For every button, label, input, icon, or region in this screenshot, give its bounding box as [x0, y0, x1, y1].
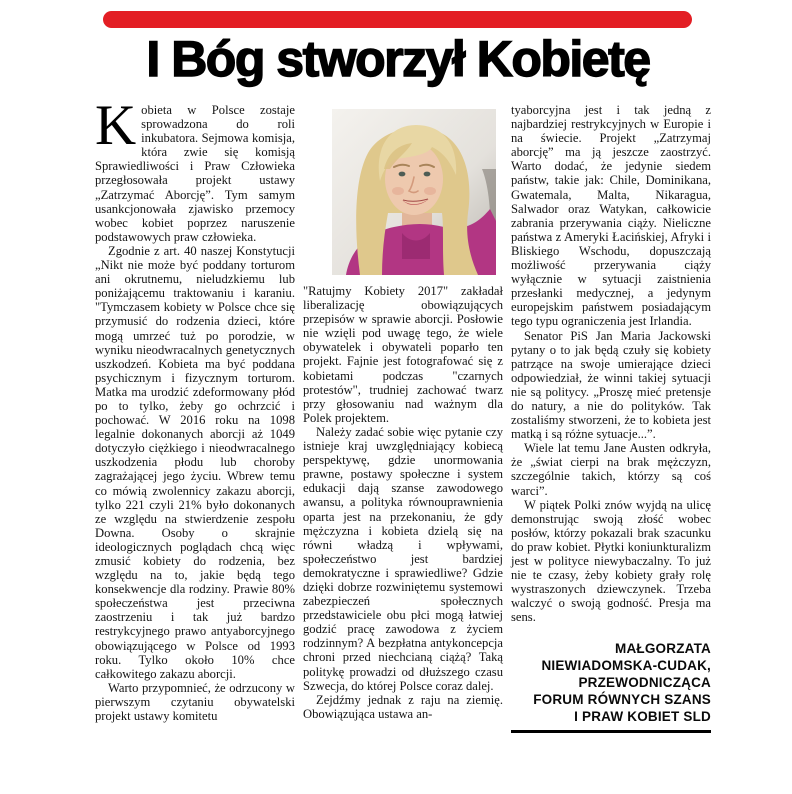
article-headline: I Bóg stworzył Kobietę [146, 31, 650, 87]
drop-cap: K [95, 94, 137, 157]
byline-rule [511, 730, 711, 733]
body-paragraph: Zgodnie z art. 40 naszej Konstytucji „Nikt nie może być poddany torturom ani okrutnemu, nieludzkiemu lub poniżającemu traktowaniu i karaniu. "Tymczasem kobiety w Polsce chce się przymusić do rodzenia dzieci, które mogą umrzeć tuż po porodzie, w wyniku nieodwracalnych genetycznych uszkodzeń. Kobieta ma być poddana psychicznym i fizycznym torturom. Matka ma urodzić zdeformowany płód po to tylko, żeby go ochrzcić i pochować. W 2016 roku na 1098 legalnie dokonanych aborcji aż 1049 dotyczyło ciężkiego i nieodwracalnego uszkodzenia płodu lub choroby zagrażającej jego życiu. Wbrew temu co mówią zwolennicy zakazu aborcji, tylko 221 czyli 21% było dokonanych ze względu na stwierdzenie zespołu Downa. Osoby o skrajnie ideologicznych poglądach chcą więc zmusić kobiety do rodzenia, bez względu na to, jakie będą tego konsekwencje dla rodziny. Prawie 80% społeczeństwa jest przeciwna zaostrzeniu i tak już bardzo restrykcyjnego prawo antyaborcyjnego obowiązującego w Polsce od 1993 roku. Tylko około 10% chce całkowitego zakazu aborcji. [95, 243, 295, 681]
red-accent-bar [103, 11, 692, 28]
byline-line: NIEWIADOMSKA-CUDAK, [541, 658, 711, 674]
paragraph-text: obieta w Polsce zostaje sprowadzona do roli inkubatora. Sejmowa komisja, która zwie się komisją Sprawiedliwości i Praw Człowieka przegłosowała projekt ustawy „Zatrzymać Aborcję”. Tym samym usankcjonowała zjawisko przemocy wobec kobiet poprzez naruszenie podstawowych praw człowieka. [95, 103, 295, 244]
byline-line: PRZEWODNICZĄCA [578, 675, 711, 691]
column-3 [511, 103, 711, 733]
byline-line: FORUM RÓWNYCH SZANS [533, 692, 711, 708]
body-paragraph: Warto przypomnieć, że odrzucony w pierwszym czytaniu obywatelski projekt ustawy komitetu [95, 680, 295, 724]
author-byline [511, 640, 711, 725]
column-1 [95, 94, 295, 724]
body-paragraph: Senator PiS Jan Maria Jackowski pytany o to jak będą czuły się kobiety patrzące na swoje umierające dzieci odpowiedział, że winni takiej sytuacji nie są politycy. „Proszę mieć pretensje do natury, a nie do polityków. Tak zostaliśmy stworzeni, że to kobieta jest matką i są różne sytuacje...”. [511, 328, 711, 442]
body-paragraph: Należy zadać sobie więc pytanie czy istnieje kraj uwzględniający kobiecą perspektywę, gdzie unormowania prawne, postawy społeczne i system edukacji dają szanse zawodowego awansu, a polityka równouprawnienia oparta jest na przekonaniu, że gdy mężczyzna i kobieta dzielą się na równi władzą i wpływami, społeczeństwo jest bardziej demokratyczne i sprawiedliwe? Gdzie dzięki dobrze rozwiniętemu systemowi zabezpieczeń społecznych przedstawiciele obu płci mogą łatwiej godzić pracę zawodowa z życiem rodzinnym? A bezpłatna antykoncepcja chroni przed niechcianą ciążą? Taką politykę prowadzi od dłuższego czasu Szwecja, do której Polsce coraz dalej. [303, 424, 503, 693]
byline-line: I PRAW KOBIET SLD [574, 709, 711, 725]
body-paragraph [95, 94, 295, 244]
body-paragraph: tyaborcyjna jest i tak jedną z najbardziej restrykcyjnych w Europie i na świecie. Projekt „Zatrzymaj aborcję” ma ją jeszcze zaostrzyć. Warto dodać, że jedynie siedem państw, takie jak: Chile, Dominikana, Gwatemala, Malta, Nikaragua, Salwador oraz Watykan, całkowicie zabrania przerywania ciąży. Nieliczne państwa z Ameryki Łacińskiej, Afryki i Bliskiego Wschodu, dopuszczają możliwość przerywania ciąży wyłącznie w sytuacji zaistnienia przesłanki medycznej, a jedynym europejskim państwem posiadającym tego typu ograniczenia jest Irlandia. [511, 103, 711, 329]
article-columns [95, 94, 711, 733]
body-paragraph: W piątek Polki znów wyjdą na ulicę demonstrując swoją złość wobec posłów, którzy pokazali brak szacunku do praw kobiet. Płytki koniunkturalizm jest w polityce niewybaczalny. To już nie te czasy, żeby kobiety grały rolę wystraszonych dziewczynek. Trzeba walczyć o swoją godność. Presja ma sens. [511, 497, 711, 625]
author-portrait-photo [332, 109, 496, 275]
byline-line: MAŁGORZATA [615, 641, 711, 657]
body-paragraph: "Ratujmy Kobiety 2017" zakładał liberalizację obowiązujących przepisów w sprawie aborcji. Posłowie nie wzięli pod uwagę tego, że wiele obywatelek i obywateli poparło ten projekt. Fajnie jest fotografować się z kobietami podczas "czarnych protestów", trudniej zachować twarz przy głosowaniu nad ważnym dla Polek projektem. [303, 284, 503, 425]
body-paragraph: Wiele lat temu Jane Austen odkryła, że „świat cierpi na brak mężczyzn, szczególnie takich, którzy są coś warci”. [511, 441, 711, 498]
column-2 [303, 103, 503, 721]
body-paragraph: Zejdźmy jednak z raju na ziemię. Obowiązująca ustawa an- [303, 692, 503, 721]
